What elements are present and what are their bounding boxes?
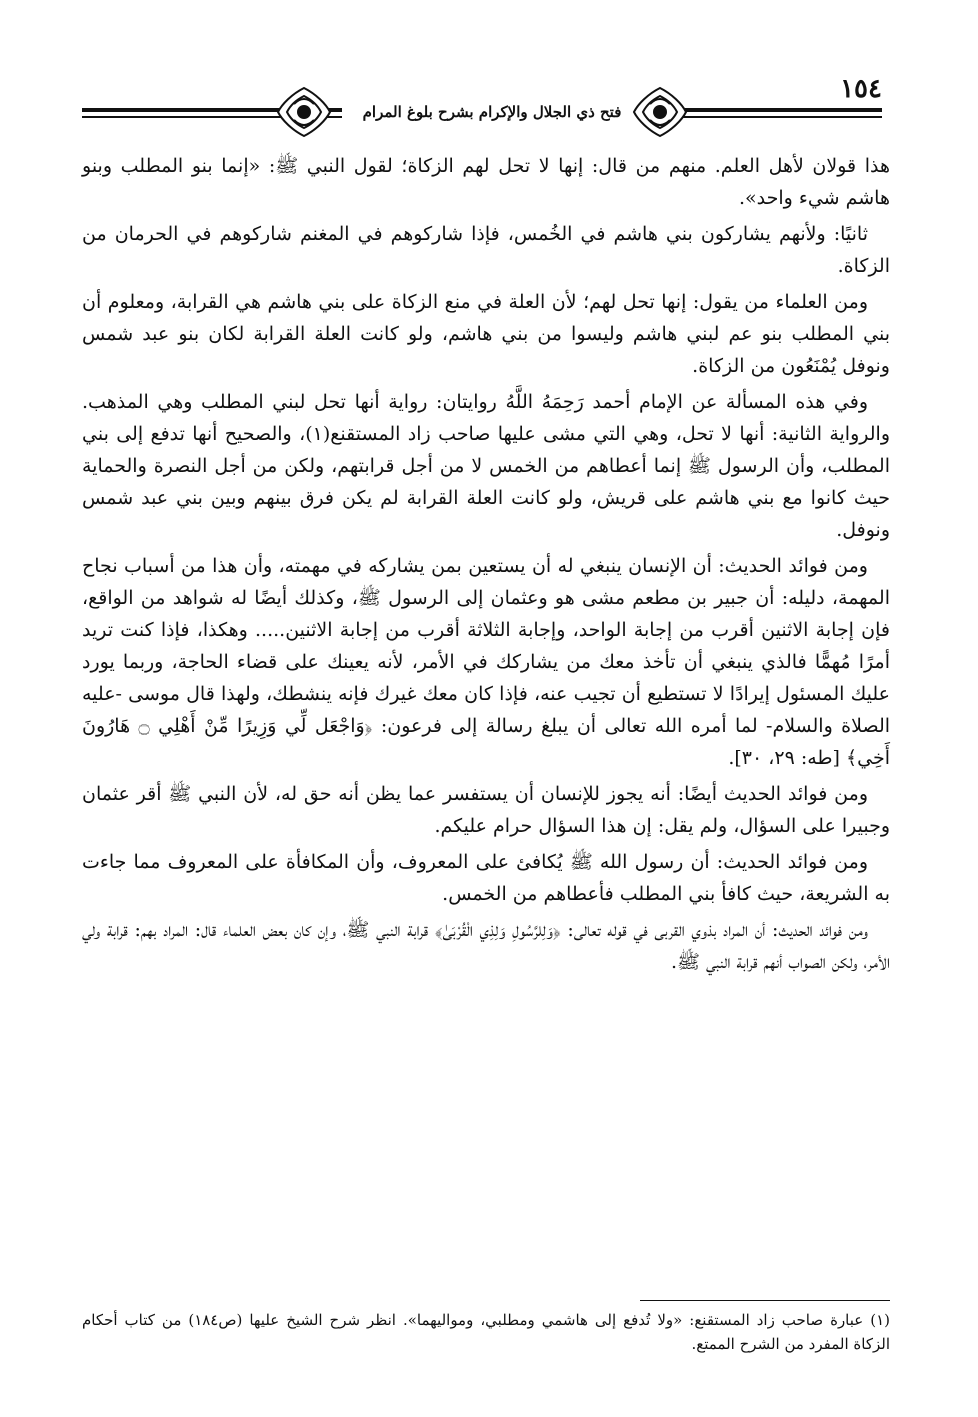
paragraph-3: ومن العلماء من يقول: إنها تحل لهم؛ لأن العلة في منع الزكاة على بني هاشم هي القرابة، ومعلوم أن بني المطلب بنو عم لبني هاشم وليسوا من بني هاشم، ولو كانت العلة القرابة لكان بنو عبد شمس ونوفل يُمْنَعُون من الزكاة. — [82, 291, 890, 377]
main-text — [82, 150, 890, 982]
paragraph-5: ومن فوائد الحديث: أن الإنسان ينبغي له أن يستعين بمن يشاركه في مهمته، وأن هذا من أسباب نجاح المهمة، دليله: أن جبير بن مطعم مشى هو وعثمان إلى الرسول ﷺ، وكذلك أيضًا له شواهد من الواقع، فإن إجابة الاثنين أقرب من إجابة الواحد، وإجابة الثلاثة أقرب من إجابة الاثنين..... وهكذا، فإذا كنت تريد أمرًا مُهمًّا فالذي ينبغي أن تأخذ معك من يشاركك في الأمر، لأنه يعينك على قضاء الحاجة، وربما يورد عليك المسئول إيرادًا لا تستطيع أن تجيب عنه، فإذا كان معك غيرك فإنه ينشطك، ولهذا قال موسى -عليه الصلاة والسلام- لما أمره الله تعالى أن يبلغ رسالة إلى فرعون: ﴿وَاجْعَل لِّي وَزِيرًا مِّنْ أَهْلِي ۝ هَارُونَ أَخِي﴾ [طه: ٢٩، ٣٠]. — [82, 555, 891, 769]
paragraph-8: ومن فوائد الحديث: أن المراد بذوي القربى في قوله تعالى: ﴿وَلِلرَّسُولِ وَلِذِي الْقُرْبَىٰ﴾ قرابة النبي ﷺ، وإن كان بعض العلماء قال: المراد بهم: قرابة ولي الأمر، ولكن الصواب أنهم قرابة النبي ﷺ. — [82, 919, 890, 973]
paragraph-6: ومن فوائد الحديث أيضًا: أنه يجوز للإنسان أن يستفسر عما يظن أنه حق له، لأن النبي ﷺ أقر عثمان وجبيرا على السؤال، ولم يقل: إن هذا السؤال حرام عليكم. — [82, 783, 890, 837]
book-title: فتح ذي الجلال والإكرام بشرح بلوغ المرام — [342, 94, 642, 130]
footnote-divider — [640, 1300, 890, 1301]
page-header — [82, 70, 882, 140]
paragraph-7: ومن فوائد الحديث: أن رسول الله ﷺ يُكافئ على المعروف، وأن المكافأة على المعروف مما جاءت به الشريعة، حيث كافأ بني المطلب فأعطاهم من الخمس. — [82, 851, 890, 905]
paragraph-4: وفي هذه المسألة عن الإمام أحمد رَحِمَهُ اللَّهُ روايتان: رواية أنها تحل لبني المطلب وهي المذهب. والرواية الثانية: أنها لا تحل، وهي التي مشى عليها صاحب زاد المستقنع(١)، والصحيح أنها تدفع إلى بني المطلب، وأن الرسول ﷺ إنما أعطاهم من الخمس لا من أجل قرابتهم، ولكن من أجل النصرة والحماية حيث كانوا مع بني هاشم على قريش، ولو كانت العلة القرابة لم يكن فرق بينهم وبين بني عبد شمس ونوفل. — [82, 391, 890, 541]
ornament-left-icon — [274, 84, 334, 140]
paragraph-2: ثانيًا: ولأنهم يشاركون بني هاشم في الخُمس، فإذا شاركوهم في المغنم شاركوهم في الحرمان من الزكاة. — [82, 223, 890, 277]
footnote: (١) عبارة صاحب زاد المستقنع: «ولا تُدفع إلى هاشمي ومطلبي، ومواليهما». انظر شرح الشيخ عليها (ص١٨٤) من كتاب أحكام الزكاة المفرد من الشرح الممتع. — [82, 1311, 890, 1353]
page-number: ١٥٤ — [840, 74, 882, 104]
paragraph-1: هذا قولان لأهل العلم. منهم من قال: إنها لا تحل لهم الزكاة؛ لقول النبي ﷺ: «إنما بنو المطلب وبنو هاشم شيء واحد». — [82, 155, 890, 209]
ornament-right-icon — [630, 84, 690, 140]
